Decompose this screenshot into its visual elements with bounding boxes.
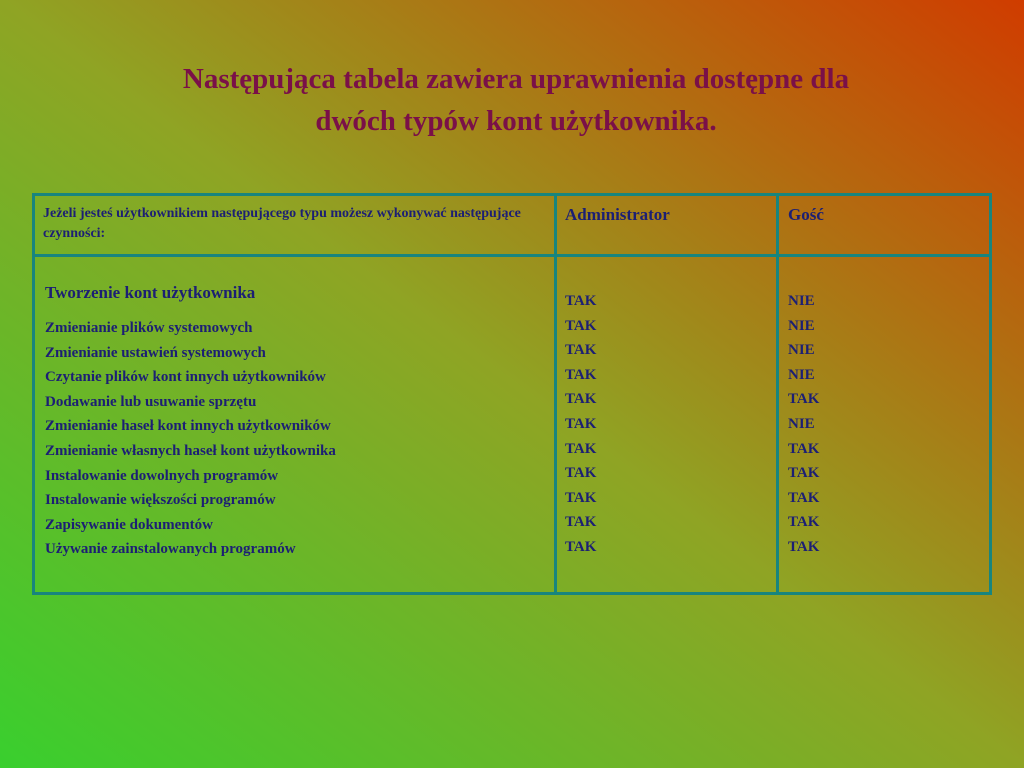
admin-value: TAK (565, 317, 597, 334)
admin-value: TAK (565, 391, 597, 408)
admin-value: TAK (565, 465, 597, 482)
guest-value: TAK (788, 465, 820, 482)
guest-value: TAK (788, 391, 820, 408)
actions-list (45, 316, 336, 562)
admin-value: TAK (565, 440, 597, 457)
guest-values (788, 289, 819, 560)
action-item: Używanie zainstalowanych programów (45, 541, 296, 558)
guest-value: NIE (788, 317, 815, 334)
header-guest: Gość (788, 205, 824, 224)
guest-value: TAK (788, 489, 820, 506)
action-item: Zapisywanie dokumentów (45, 516, 213, 533)
guest-value: NIE (788, 415, 815, 432)
action-item: Czytanie plików kont innych użytkowników (45, 369, 326, 386)
action-item: Dodawanie lub usuwanie sprzętu (45, 393, 257, 410)
slide-title-line-2: dwóch typów kont użytkownika. (315, 105, 717, 137)
guest-value: NIE (788, 293, 815, 309)
header-description: Jeżeli jesteś użytkownikiem następującego typu możesz wykonywać następujące czynności: (43, 206, 521, 241)
administrator-values (565, 289, 596, 560)
admin-value: TAK (565, 415, 597, 432)
guest-value: TAK (788, 538, 820, 555)
action-item: Zmienianie własnych haseł kont użytkownika (45, 442, 336, 459)
admin-value: TAK (565, 366, 597, 383)
admin-value: TAK (565, 538, 597, 555)
action-create-accounts: Tworzenie kont użytkownika (45, 283, 256, 302)
admin-value: TAK (565, 342, 597, 359)
action-item: Zmienianie haseł kont innych użytkowników (45, 418, 331, 435)
action-item: Instalowanie dowolnych programów (45, 467, 279, 484)
header-divider (35, 254, 989, 257)
guest-value: TAK (788, 440, 820, 457)
guest-value: NIE (788, 342, 815, 359)
permissions-table (32, 193, 992, 595)
action-item: Zmienianie ustawień systemowych (45, 344, 266, 361)
admin-value: TAK (565, 293, 597, 309)
admin-value: TAK (565, 514, 597, 531)
admin-value: TAK (565, 489, 597, 506)
guest-value: TAK (788, 514, 820, 531)
header-administrator: Administrator (565, 205, 670, 224)
action-item: Instalowanie większości programów (45, 492, 276, 509)
slide-title (100, 58, 932, 142)
action-item: Zmienianie plików systemowych (45, 320, 253, 336)
slide-title-line-1: Następująca tabela zawiera uprawnienia dostępne dla (182, 63, 850, 95)
guest-value: NIE (788, 366, 815, 383)
